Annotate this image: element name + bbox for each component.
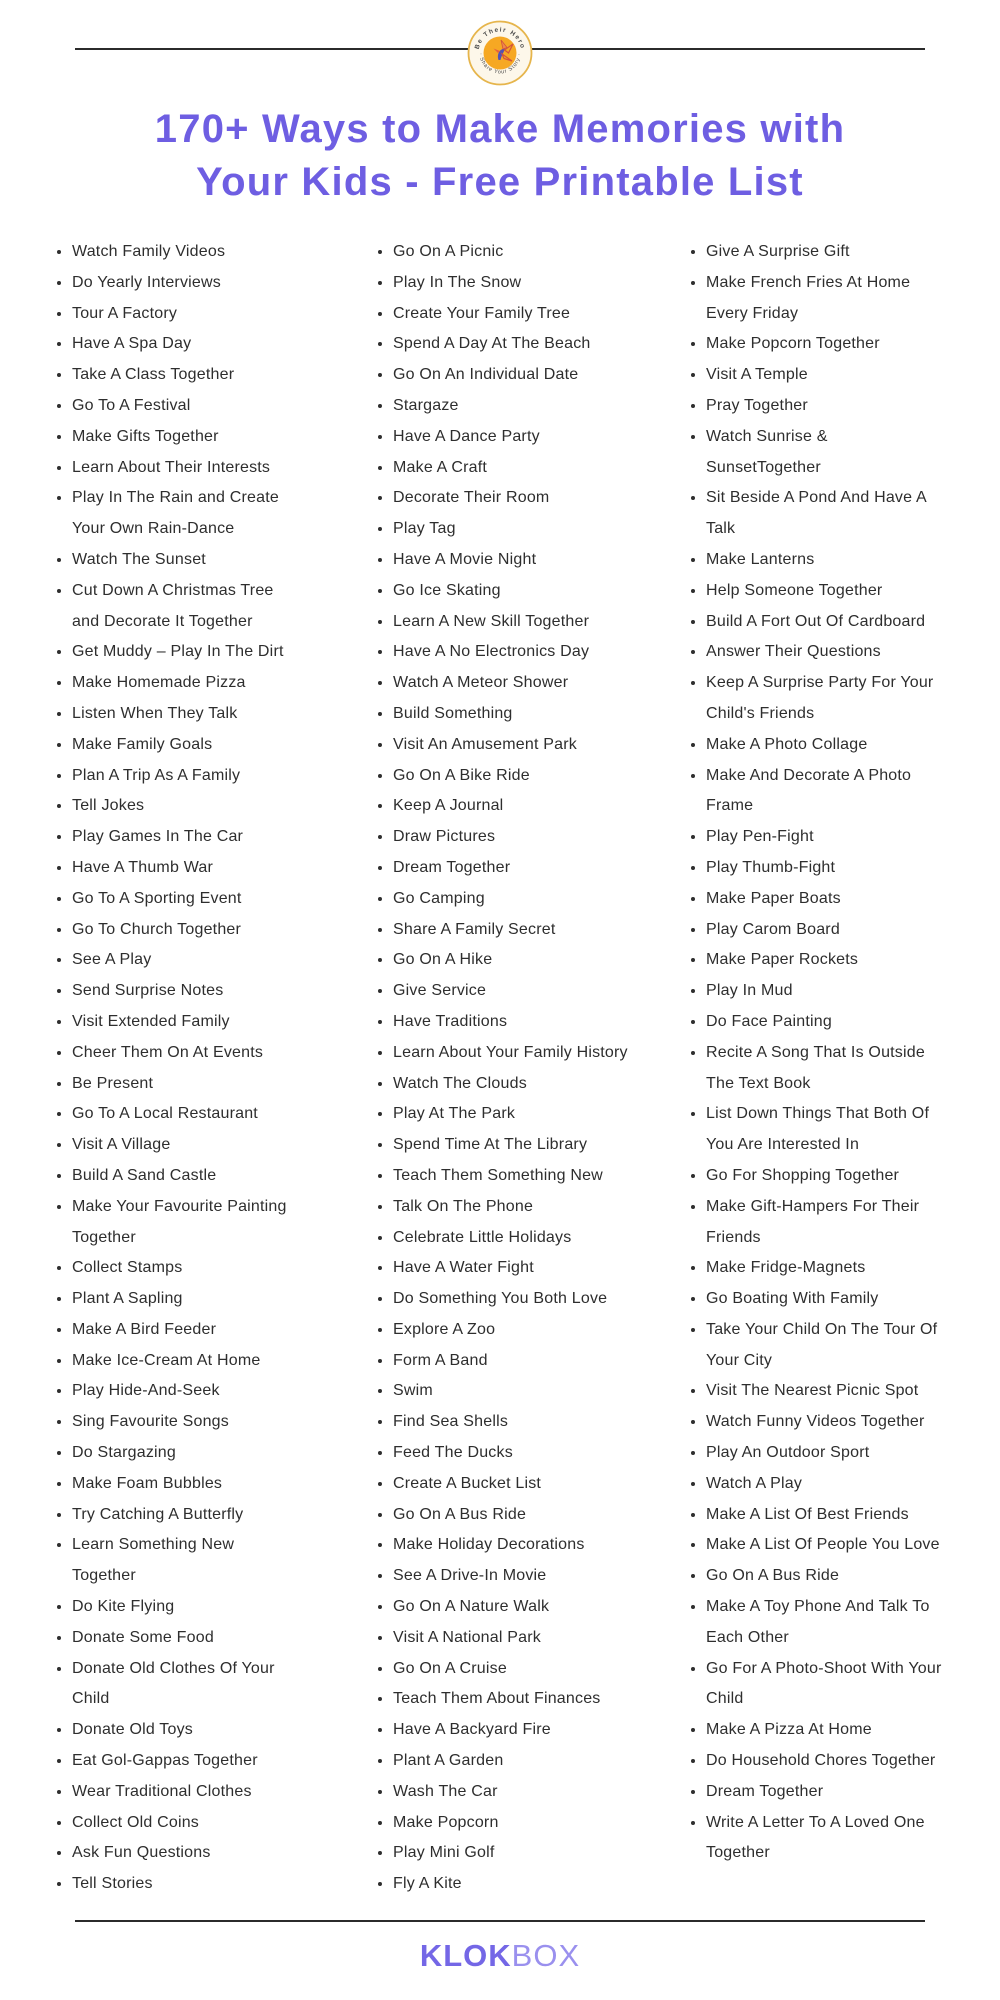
list-item: • Tell Jokes bbox=[72, 791, 300, 822]
list-item: • Make Your Favourite Painting Together bbox=[72, 1192, 300, 1254]
list-item: • Give A Surprise Gift bbox=[706, 237, 942, 268]
badge-arc-top-text: Be Their Hero bbox=[473, 26, 527, 51]
list-item: • Try Catching A Butterfly bbox=[72, 1500, 300, 1531]
list-item: • Take Your Child On The Tour Of Your City bbox=[706, 1315, 942, 1377]
list-item: • Wash The Car bbox=[393, 1777, 663, 1808]
list-item: • Play Hide-And-Seek bbox=[72, 1376, 300, 1407]
list-item: • Have A Dance Party bbox=[393, 422, 663, 453]
list-item: • Make And Decorate A Photo Frame bbox=[706, 761, 942, 823]
list-item: • Do Kite Flying bbox=[72, 1592, 300, 1623]
list-item: • Tell Stories bbox=[72, 1869, 300, 1900]
page-title-line2: Your Kids - Free Printable List bbox=[196, 160, 804, 204]
list-item: • See A Drive-In Movie bbox=[393, 1561, 663, 1592]
list-item: • Make Gifts Together bbox=[72, 422, 300, 453]
list-item: • Learn About Your Family History bbox=[393, 1038, 663, 1069]
list-item: • Have A Water Fight bbox=[393, 1253, 663, 1284]
list-item: • Go On A Cruise bbox=[393, 1654, 663, 1685]
list-item: • Go To A Festival bbox=[72, 391, 300, 422]
list-item: • Talk On The Phone bbox=[393, 1192, 663, 1223]
list-item: • Go For A Photo-Shoot With Your Child bbox=[706, 1654, 942, 1716]
list-item: • Do Yearly Interviews bbox=[72, 268, 300, 299]
list-item: • Go To A Local Restaurant bbox=[72, 1099, 300, 1130]
list-item: • Decorate Their Room bbox=[393, 483, 663, 514]
list-item: • Write A Letter To A Loved One Together bbox=[706, 1808, 942, 1870]
list-item: • Wear Traditional Clothes bbox=[72, 1777, 300, 1808]
list-item: • Do Stargazing bbox=[72, 1438, 300, 1469]
list-item: • Create Your Family Tree bbox=[393, 299, 663, 330]
list-item: • Teach Them About Finances bbox=[393, 1684, 663, 1715]
list-item: • Pray Together bbox=[706, 391, 942, 422]
list-item: • Take A Class Together bbox=[72, 360, 300, 391]
list-item: • Make A Bird Feeder bbox=[72, 1315, 300, 1346]
list-item: • Do Household Chores Together bbox=[706, 1746, 942, 1777]
list-item: • Make A Toy Phone And Talk To Each Other bbox=[706, 1592, 942, 1654]
list-item: • Go For Shopping Together bbox=[706, 1161, 942, 1192]
list-item: • Have A Backyard Fire bbox=[393, 1715, 663, 1746]
page-title bbox=[0, 103, 1000, 209]
list-item: • Listen When They Talk bbox=[72, 699, 300, 730]
list-item: • Go On A Picnic bbox=[393, 237, 663, 268]
list-item: • Make Homemade Pizza bbox=[72, 668, 300, 699]
list-item: • Go On A Nature Walk bbox=[393, 1592, 663, 1623]
list-item: • Make French Fries At Home Every Friday bbox=[706, 268, 942, 330]
list-item: • Go On An Individual Date bbox=[393, 360, 663, 391]
list-item: • Sing Favourite Songs bbox=[72, 1407, 300, 1438]
list-item: • Make A List Of People You Love bbox=[706, 1530, 942, 1561]
list-item: • Eat Gol-Gappas Together bbox=[72, 1746, 300, 1777]
list-item: • Create A Bucket List bbox=[393, 1469, 663, 1500]
list-item: • Do Face Painting bbox=[706, 1007, 942, 1038]
footer-divider bbox=[75, 1920, 925, 1922]
list-item: • Learn About Their Interests bbox=[72, 453, 300, 484]
list-item: • Fly A Kite bbox=[393, 1869, 663, 1900]
list-item: • Watch A Meteor Shower bbox=[393, 668, 663, 699]
list-item: • Build Something bbox=[393, 699, 663, 730]
activities-column-2 bbox=[369, 237, 663, 1900]
list-item: • Build A Fort Out Of Cardboard bbox=[706, 607, 942, 638]
list-item: • Swim bbox=[393, 1376, 663, 1407]
list-item: • Make Ice-Cream At Home bbox=[72, 1346, 300, 1377]
list-item: • Make Lanterns bbox=[706, 545, 942, 576]
list-item: • Collect Old Coins bbox=[72, 1808, 300, 1839]
list-item: • Play In Mud bbox=[706, 976, 942, 1007]
list-item: • Plant A Garden bbox=[393, 1746, 663, 1777]
list-item: • Keep A Journal bbox=[393, 791, 663, 822]
list-item: • Play Pen-Fight bbox=[706, 822, 942, 853]
list-item: • Play Thumb-Fight bbox=[706, 853, 942, 884]
list-item: • Go On A Bike Ride bbox=[393, 761, 663, 792]
list-item: • Donate Old Clothes Of Your Child bbox=[72, 1654, 300, 1716]
list-item: • Donate Old Toys bbox=[72, 1715, 300, 1746]
list-item: • Feed The Ducks bbox=[393, 1438, 663, 1469]
list-item: • Have Traditions bbox=[393, 1007, 663, 1038]
list-item: • Dream Together bbox=[393, 853, 663, 884]
list-item: • Be Present bbox=[72, 1069, 300, 1100]
list-item: • Make Paper Rockets bbox=[706, 945, 942, 976]
list-item: • Visit The Nearest Picnic Spot bbox=[706, 1376, 942, 1407]
list-item: • Get Muddy – Play In The Dirt bbox=[72, 637, 300, 668]
list-item: • Help Someone Together bbox=[706, 576, 942, 607]
list-item: • Dream Together bbox=[706, 1777, 942, 1808]
list-item: • Donate Some Food bbox=[72, 1623, 300, 1654]
activities-column-1 bbox=[48, 237, 300, 1900]
list-item: • Watch Funny Videos Together bbox=[706, 1407, 942, 1438]
list-item: • Go On A Bus Ride bbox=[393, 1500, 663, 1531]
list-item: • Spend Time At The Library bbox=[393, 1130, 663, 1161]
list-item: • Visit A Temple bbox=[706, 360, 942, 391]
list-item: • Play Carom Board bbox=[706, 915, 942, 946]
brand-wordmark-bold: KLOK bbox=[419, 1938, 512, 1973]
list-item: • Watch Sunrise & SunsetTogether bbox=[706, 422, 942, 484]
activities-column-3 bbox=[682, 237, 942, 1869]
list-item: • Make Gift-Hampers For Their Friends bbox=[706, 1192, 942, 1254]
list-item: • Teach Them Something New bbox=[393, 1161, 663, 1192]
list-item: • Make A Craft bbox=[393, 453, 663, 484]
list-item: • Learn A New Skill Together bbox=[393, 607, 663, 638]
list-item: • Go To Church Together bbox=[72, 915, 300, 946]
list-item: • Visit An Amusement Park bbox=[393, 730, 663, 761]
list-item: • Play In The Snow bbox=[393, 268, 663, 299]
list-item: • Keep A Surprise Party For Your Child's Friends bbox=[706, 668, 942, 730]
list-item: • Go To A Sporting Event bbox=[72, 884, 300, 915]
list-item: • Stargaze bbox=[393, 391, 663, 422]
list-item: • Plan A Trip As A Family bbox=[72, 761, 300, 792]
list-item: • Give Service bbox=[393, 976, 663, 1007]
list-item: • Make Foam Bubbles bbox=[72, 1469, 300, 1500]
list-item: • Do Something You Both Love bbox=[393, 1284, 663, 1315]
list-item: • Go Ice Skating bbox=[393, 576, 663, 607]
list-item: • Make Popcorn Together bbox=[706, 329, 942, 360]
list-item: • Go Camping bbox=[393, 884, 663, 915]
list-item: • Draw Pictures bbox=[393, 822, 663, 853]
badge-arc-bottom-text: · Share Your Story · bbox=[477, 52, 523, 76]
list-item: • Play Tag bbox=[393, 514, 663, 545]
list-item: • Sit Beside A Pond And Have A Talk bbox=[706, 483, 942, 545]
list-item: • Play An Outdoor Sport bbox=[706, 1438, 942, 1469]
list-item: • Go On A Bus Ride bbox=[706, 1561, 942, 1592]
list-item: • Cut Down A Christmas Tree and Decorate It Together bbox=[72, 576, 300, 638]
list-item: • Spend A Day At The Beach bbox=[393, 329, 663, 360]
list-item: • Learn Something New Together bbox=[72, 1530, 300, 1592]
list-item: • Visit Extended Family bbox=[72, 1007, 300, 1038]
list-item: • Explore A Zoo bbox=[393, 1315, 663, 1346]
list-item: • Make Fridge-Magnets bbox=[706, 1253, 942, 1284]
brand-wordmark bbox=[0, 1938, 1000, 1974]
list-item: • Visit A National Park bbox=[393, 1623, 663, 1654]
list-item: • Play Mini Golf bbox=[393, 1838, 663, 1869]
list-item: • Make A Photo Collage bbox=[706, 730, 942, 761]
brand-wordmark-light: BOX bbox=[511, 1938, 581, 1973]
brand-badge bbox=[467, 20, 533, 86]
list-item: • Make Family Goals bbox=[72, 730, 300, 761]
list-item: • Have A Thumb War bbox=[72, 853, 300, 884]
list-item: • Ask Fun Questions bbox=[72, 1838, 300, 1869]
list-item: • Watch Family Videos bbox=[72, 237, 300, 268]
list-item: • Have A No Electronics Day bbox=[393, 637, 663, 668]
list-item: • Make Holiday Decorations bbox=[393, 1530, 663, 1561]
list-item: • Watch A Play bbox=[706, 1469, 942, 1500]
list-item: • Collect Stamps bbox=[72, 1253, 300, 1284]
list-item: • See A Play bbox=[72, 945, 300, 976]
list-item: • Play At The Park bbox=[393, 1099, 663, 1130]
list-item: • Recite A Song That Is Outside The Text Book bbox=[706, 1038, 942, 1100]
list-item: • Watch The Sunset bbox=[72, 545, 300, 576]
list-item: • Tour A Factory bbox=[72, 299, 300, 330]
list-item: • Form A Band bbox=[393, 1346, 663, 1377]
list-item: • Celebrate Little Holidays bbox=[393, 1223, 663, 1254]
list-item: • Play In The Rain and Create Your Own Rain-Dance bbox=[72, 483, 300, 545]
list-item: • Go Boating With Family bbox=[706, 1284, 942, 1315]
list-item: • Make Paper Boats bbox=[706, 884, 942, 915]
list-item: • Visit A Village bbox=[72, 1130, 300, 1161]
list-item: • Play Games In The Car bbox=[72, 822, 300, 853]
list-item: • List Down Things That Both Of You Are Interested In bbox=[706, 1099, 942, 1161]
list-item: • Go On A Hike bbox=[393, 945, 663, 976]
list-item: • Watch The Clouds bbox=[393, 1069, 663, 1100]
list-item: • Plant A Sapling bbox=[72, 1284, 300, 1315]
list-item: • Have A Spa Day bbox=[72, 329, 300, 360]
list-item: • Have A Movie Night bbox=[393, 545, 663, 576]
list-item: • Cheer Them On At Events bbox=[72, 1038, 300, 1069]
list-item: • Share A Family Secret bbox=[393, 915, 663, 946]
page-title-line1: 170+ Ways to Make Memories with bbox=[154, 107, 846, 151]
badge-graphic bbox=[467, 20, 533, 86]
list-item: • Answer Their Questions bbox=[706, 637, 942, 668]
list-item: • Make Popcorn bbox=[393, 1808, 663, 1839]
list-item: • Make A List Of Best Friends bbox=[706, 1500, 942, 1531]
list-item: • Make A Pizza At Home bbox=[706, 1715, 942, 1746]
list-item: • Build A Sand Castle bbox=[72, 1161, 300, 1192]
list-item: • Send Surprise Notes bbox=[72, 976, 300, 1007]
list-item: • Find Sea Shells bbox=[393, 1407, 663, 1438]
